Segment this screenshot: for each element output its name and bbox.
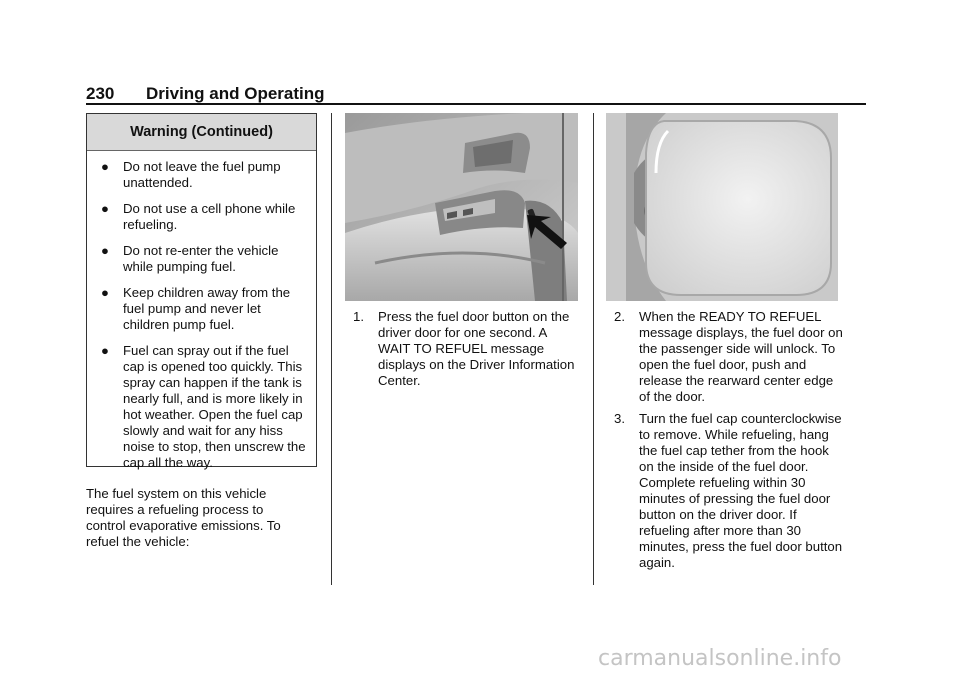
column-divider-left: [331, 113, 332, 585]
warning-item: ● Do not re-enter the vehicle while pumping fuel.: [101, 243, 279, 274]
step-number: 1.: [353, 309, 364, 324]
step-3: [614, 411, 844, 571]
header-rule: [86, 103, 866, 105]
bullet-icon: ●: [101, 285, 109, 300]
step-text: Press the fuel door button on the driver door for one second. A WAIT TO REFUEL message displays on the Driver Information Center.: [378, 309, 575, 388]
warning-title: Warning (Continued): [87, 114, 316, 151]
door-panel-illustration: [345, 113, 578, 301]
step-number: 2.: [614, 309, 625, 324]
warning-list: [87, 151, 316, 471]
bullet-icon: ●: [101, 201, 109, 216]
bullet-icon: ●: [101, 243, 109, 258]
warning-item: ● Do not use a cell phone while refueling.: [101, 201, 296, 232]
bullet-icon: ●: [101, 159, 109, 174]
intro-paragraph: The fuel system on this vehicle requires a refueling process to control evaporative emissions. To refuel the vehicle:: [86, 486, 281, 549]
fuel-door-illustration: [606, 113, 838, 301]
bullet-icon: ●: [101, 343, 109, 358]
warning-item: ● Do not leave the fuel pump unattended.: [101, 159, 281, 190]
step-text: When the READY TO REFUEL message displays, the fuel door on the passenger side will unlock. To open the fuel door, push and release the rearward center edge of the door.: [639, 309, 843, 404]
page-number: 230: [86, 84, 115, 103]
step-text: Turn the fuel cap counterclockwise to remove. While refueling, hang the fuel cap tether from the hook on the inside of the fuel door. Complete refueling within 30 minutes of pressing the fuel door button on the driver door. If refueling after more than 30 minutes, press the fuel door button again.: [639, 411, 843, 570]
warning-box: [86, 113, 317, 470]
door-panel-image: [345, 113, 578, 301]
warning-item: ● Keep children away from the fuel pump and never let children pump fuel.: [101, 285, 291, 332]
step-2: [614, 309, 844, 405]
fuel-door-image: [606, 113, 838, 301]
section-title: Driving and Operating: [146, 84, 325, 103]
warning-item: ● Fuel can spray out if the fuel cap is opened too quickly. This spray can happen if the tank is nearly full, and is more likely in hot weather. Open the fuel cap slowly and wait for any hiss noise to stop, then unscrew the cap all the way.: [101, 343, 306, 470]
column-divider-right: [593, 113, 594, 585]
step-number: 3.: [614, 411, 625, 426]
watermark: carmanualsonline.info: [598, 646, 842, 671]
step-1: [353, 309, 581, 389]
